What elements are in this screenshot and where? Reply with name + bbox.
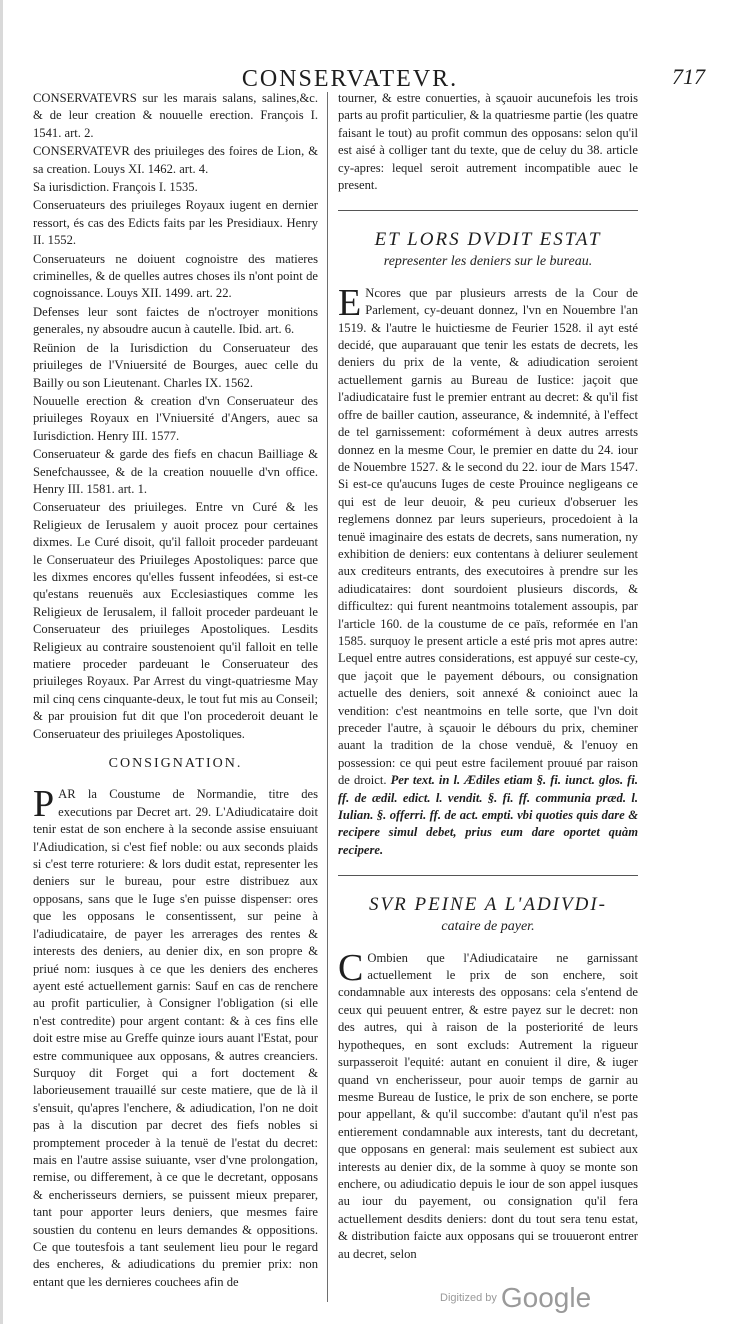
entry-marais-salans: CONSERVATEVRS sur les marais salans, salines,&c. & de leur creation & nouuelle erection. François I. 1541. art. 2.: [33, 91, 318, 140]
entry-angers: Nouuelle erection & creation d'vn Conseruateur des priuileges Royaux en l'Vniuersité d'Angers, auec sa Iurisdiction. Henry III. 1577.: [33, 393, 318, 443]
section2-paragraph: [338, 281, 638, 859]
entry-garde-des-fiefs: Conseruateur & garde des fiefs en chacun Bailliage & Senefchaussee, & de la creation nouuelle d'vn office. Henry III. 1581. art. 1.: [33, 447, 318, 496]
dropcap-p: P: [33, 783, 55, 826]
scan-edge: [0, 0, 3, 1324]
section-divider-1: [338, 210, 638, 211]
consignation-heading: CONSIGNATION.: [108, 756, 243, 772]
entry-sa-iurisdiction: Sa iurisdiction. François I. 1535.: [33, 180, 198, 195]
continuation-paragraph: tourner, & estre conuerties, à sçauoir aucunefois les trois parts au profit particulier, & la quatriesme partie (les quatre faisant le tout) au profit commun des opposans: selon qu'il est aisé à colliger tant du texte, que de celuy du 38. article cy-apres: lequel seroit autrement incompatible auec le present.: [338, 91, 638, 193]
subheading-representer: representer les deniers sur le bureau.: [383, 254, 593, 270]
running-head: CONSERVATEVR.: [241, 66, 459, 92]
column-rule: [327, 92, 328, 1302]
entry-foires-de-lion: CONSERVATEVR des priuileges des foires de Lion, & sa creation. Louys XI. 1462. art. 4.: [33, 144, 318, 176]
left-column: [33, 90, 318, 1292]
digitized-watermark: [440, 1282, 640, 1312]
page-number: 717: [672, 64, 705, 89]
section2-citation: Per text. in l. Ædiles etiam §. fi. iunct. glos. fi. ff. de ædil. edict. l. vendit. §. fi. ff. communia præd. l. Iulian. §. offerri. ff. de act. empti. vbi quoties quis dare & recipere simul debet, prius eum dare oportet quàm recipere.: [338, 773, 638, 857]
heading-sur-peine: SVR PEINE A L'ADIVDI-: [369, 894, 607, 916]
entry-reunion-bourges: Reünion de la Iurisdiction du Conseruateur des priuileges de l'Vniuersité de Bourges, auec celle du Bailly ou son Lieutenant. Charles IX. 1562.: [33, 340, 318, 390]
watermark-google: Google: [500, 1282, 592, 1313]
entry-defenses: Defenses leur sont faictes de n'octroyer monitions generales, ny absoudre aucun à cautelle. Ibid. art. 6.: [33, 304, 318, 337]
consignation-text: AR la Coustume de Normandie, titre des executions par Decret art. 29. L'Adiudicataire doit tenir estat de son enchere à la seconde assise ensuiuant l'Adiudication, si c'est fief noble: ou aux seconds plaids si c'est terre roturiere: & lors dudit estat, representer les deniers sur le bureau, pour estre distribuez aux opposans, sans que le Iuge s'en puisse dispenser: ores que les opposans le consentissent, sur peine à l'adiudicataire, de payer les arrerages des rentes & interests des deniers, au denier dix, en son propre & priué nom: iusques à ce que les deniers des encheres ayent esté actuellement garnis: Sauf en cas de renchere au profit particulier, à Consigner l'obligation (si elle n'est contredite) pour argent contant: & à ces fins elle doit estre mise au Greffe quinze iours auant l'Estat, pour estre communiquee aux opposans, & autres creanciers. Surquoy dit Forget qui a fort doctement & laborieusement trauaillé sur ceste matiere, que de là il s'ensuit, qu'apres l'enchere, & adiudication, l'on ne doit pas à la discution par decret des fiefs nobles si promptement proceder à la tenuë de l'estat du decret: mais en l'autre assise suiuante, vser d'vne prolongation, remise, ou differement, à ce que le decretant, opposans & encherisseurs derniers, se puissent mieux preparer, tant pour apporter leurs deniers, que mesmes faire soustien du contenu en leurs demandes & oppositions. Ce que toutesfois a tant seulement lieu pour le regard des encheres, & adiudications du premier prix: non entant que les dernieres couchees afin de: [33, 787, 318, 1289]
watermark-digitized-by: Digitized by: [440, 1292, 497, 1304]
entry-dernier-ressort: Conseruateurs des priuileges Royaux iugent en dernier ressort, és cas des Edicts faits par les Presidiaux. Henry II. 1552.: [33, 198, 318, 248]
subheading-cataire: cataire de payer.: [441, 919, 535, 935]
consignation-paragraph: [33, 783, 318, 1291]
section3-paragraph: [338, 946, 638, 1263]
dropcap-c: C: [338, 946, 364, 989]
dropcap-e: E: [338, 281, 362, 324]
heading-lors-dudit-estat: ET LORS DVDIT ESTAT: [374, 229, 602, 251]
right-column: [338, 90, 638, 1264]
entry-matieres-criminelles: Conseruateurs ne doiuent cognoistre des matieres criminelles, & de quelles autres choses ils n'ont point de cognoissance. Louys XII. 1499. art. 22.: [33, 251, 318, 301]
section-divider-2: [338, 875, 638, 876]
section2-text: Ncores que par plusieurs arrests de la Cour de Parlement, cy-deuant donnez, l'vn en Nouembre l'an 1519. & l'autre le huictiesme de Feurier 1528. il ayt esté decidé, que auparauant que tenir les estats de decrets, les deniers du prix de la vente, & adiudication seroient actuellement garnis au Bureau de Iustice: jaçoit que l'adiudicataire fust le premier entrant au decret: & qu'il fist offre de bailler caution, asseurance, & indemnité, à l'effect de tel garnissement: coformément à deux autres arrests donnez en la mesme Cour, le premier en datte du 24. iour de Nouembre 1527. & le second du 22. iour de Mars 1547. Si est-ce qu'aucuns Iuges de ceste Prouince negligeans ce qui est de leur deuoir, & peu curieux d'obseruer les reglemens donnez par leurs superieurs, procedoient à la tenuë imaginaire des estats de decrets, sans numeration, ny exhibition de deniers: eux contentans à deliurer seulement aux crediteurs entrants, des executoires à prendre sur les adiudicataires: dont sourdoient plusieurs discords, & difficultez: qui furent neantmoins totalement assoupis, par l'article 160. de la coustume de ce païs, reformée en l'an 1585. surquoy le present article a esté pris mot apres autre: Lequel entre autres considerations, est appuyé sur ceste-cy, que jaçoit que le payement débours, ou consignation actuelle des deniers, soit annexé & conioinct auec la vendition: c'est neantmoins en telle sorte, que l'vn doit preceder l'autre, à sçauoir le débours du prix, cheminer auant la tradition de la chose venduë, & l'enuoy en possession: ce qui peut estre facilement prouué par raison de droict.: [338, 285, 638, 788]
section3-text: Ombien que l'Adiudicataire ne garnissant actuellement le prix de son enchere, soit condamnable aux interests des opposans: cela s'entend de ceux qui peuuent entrer, & estre payez sur le decret: non des autres, qui à raison de la posteriorité de leurs hypotheques, en sont excluds: Autrement la rigueur surpasseroit l'equité: autant en conuient il dire, & iuger quand vn encherisseur, pour auoir temps de garnir au mesme Bureau de Iustice, le prix de son enchere, se porte pour appellant, & qu'il succombe: d'autant qu'il n'est pas entierement condamnable aux interests, tant du decretant, que opposans en general: mais seulement est subiect aux interests au denier dix, de la somme à quoy se monte son enchere, ou adiudicatio depuis le iour de son appel iusques au iour du payement, ou consignation qu'il fera actuellement desdits deniers: dont du tout sera tenu estat, & distribution faicte aux opposans qui se trouueront entrer au decret, selon: [338, 950, 638, 1261]
entry-cure-religieux: Conseruateur des priuileges. Entre vn Curé & les Religieux de Ierusalem y auoit procez pour certaines dixmes. Le Curé disoit, qu'il falloit proceder pardeuant le Conseruateur des Priuileges Apostoliques: parce que les dixmes encores qu'elles fussent infeodées, si est-ce qu'estans reuenuës aux Ecclesiastiques comme les Religieux de Ierusalem, il falloit proceder pardeuant le Conseruateur des priuileges Apostoliques. Lesdits Religieux au contraire soustenoient qu'il falloit en telle matiere proceder pardeuant le Conseruateur des priuileges Royaux. Par Arrest du vingt-quatriesme May mil cinq cens cinquante-deux, le tout fut mis au Conseil; & par prouision fut dit que l'on procederoit deuant le Conseruateur des priuileges Apostoliques.: [33, 500, 318, 741]
